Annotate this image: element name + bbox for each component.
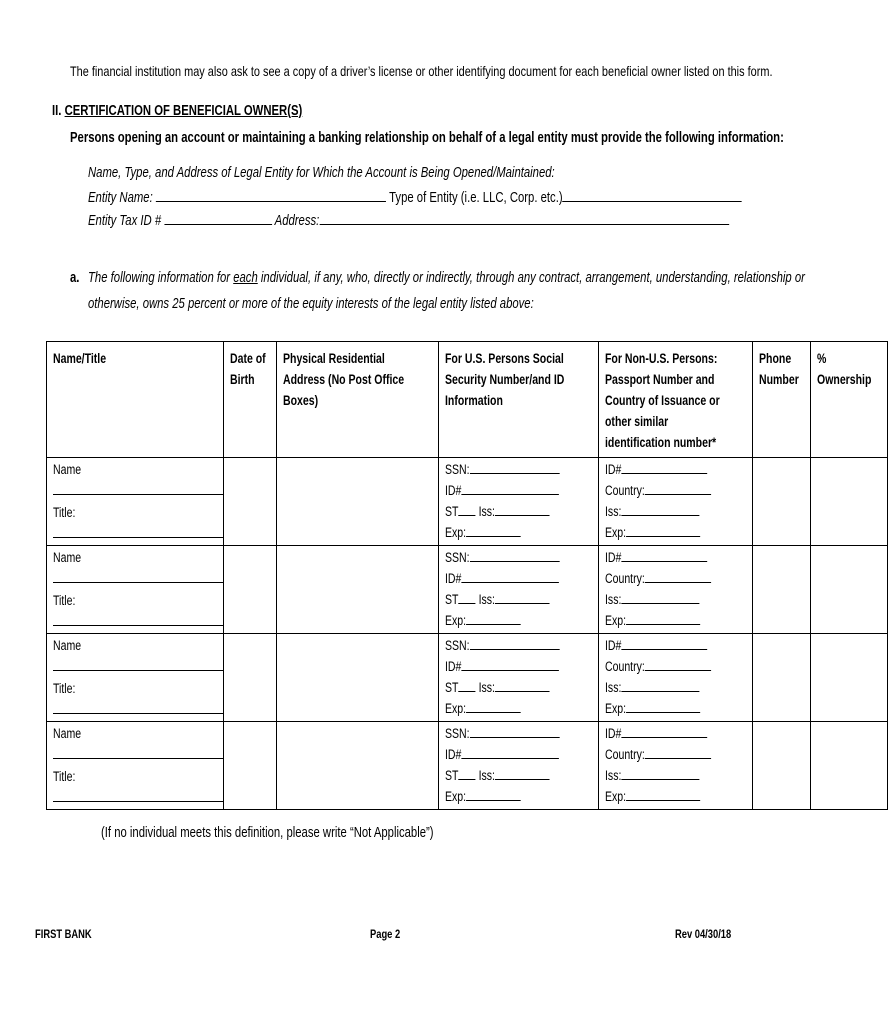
owner-ownership-cell[interactable] [811,458,888,546]
passport-id-field[interactable] [621,547,707,562]
passport-id-field[interactable] [621,723,707,738]
country-field[interactable] [645,568,711,583]
header-phone-number: Phone Number [753,342,811,458]
owner-phone-cell[interactable] [753,634,811,722]
footer-revision: Rev 04/30/18 [675,927,732,941]
header-non-us-persons: For Non-U.S. Persons: Passport Number and Country of Issuance or other similar identification number* [599,342,753,458]
owner-dob-cell[interactable] [224,722,277,810]
name-field[interactable] [53,656,223,671]
ssn-label: SSN: [445,462,470,477]
owner-us-id-cell[interactable] [439,458,599,546]
us-iss-field[interactable] [495,501,550,516]
owner-non-us-id-cell[interactable] [599,546,753,634]
us-id-field[interactable] [461,480,559,495]
entity-name-label: Entity Name: [88,190,153,206]
passport-id-label: ID# [605,550,622,565]
owner-non-us-id-cell[interactable] [599,634,753,722]
non-us-iss-label: Iss: [605,680,622,695]
part-a-text-line2: otherwise, owns 25 percent or more of the equity interests of the legal entity listed above: [88,296,534,312]
non-us-exp-label: Exp: [605,789,627,804]
section-title: CERTIFICATION OF BENEFICIAL OWNER(S) [64,103,303,119]
non-us-iss-field[interactable] [621,589,699,604]
us-id-label: ID# [445,747,462,762]
st-label: ST [445,504,459,519]
entity-heading-text: Name, Type, and Address of Legal Entity for Which the Account is Being Opened/Maintained [88,165,552,181]
passport-id-label: ID# [605,638,622,653]
us-id-label: ID# [445,659,462,674]
name-label: Name [53,462,82,477]
title-field[interactable] [53,523,223,538]
part-a-text [88,270,805,286]
owner-row [47,634,888,722]
non-us-iss-label: Iss: [605,768,622,783]
ssn-label: SSN: [445,550,470,565]
us-id-field[interactable] [461,568,559,583]
non-us-exp-field[interactable] [626,610,700,625]
part-a-text-before: The following information for [88,270,234,286]
st-label: ST [445,768,459,783]
entity-heading-colon: : [551,165,555,181]
us-id-label: ID# [445,483,462,498]
name-field[interactable] [53,568,223,583]
country-label: Country: [605,659,645,674]
owner-phone-cell[interactable] [753,722,811,810]
us-id-field[interactable] [461,744,559,759]
owner-dob-cell[interactable] [224,546,277,634]
us-exp-label: Exp: [445,525,467,540]
owner-name-title-cell[interactable] [47,458,224,546]
owner-address-cell[interactable] [276,546,438,634]
country-label: Country: [605,747,645,762]
non-us-iss-label: Iss: [605,592,622,607]
us-iss-label: Iss: [478,504,496,519]
identification-note: The financial institution may also ask to see a copy of a driver’s license or other identifying document for each beneficial owner listed on this form. [70,63,773,79]
entity-name-field[interactable] [156,188,386,202]
st-label: ST [445,680,459,695]
passport-id-field[interactable] [621,459,707,474]
st-field[interactable] [459,677,476,692]
title-label: Title: [53,593,76,608]
name-label: Name [53,638,82,653]
owner-dob-cell[interactable] [224,458,277,546]
owner-ownership-cell[interactable] [811,546,888,634]
us-exp-field[interactable] [466,698,521,713]
header-date-of-birth: Date of Birth [224,342,277,458]
owner-phone-cell[interactable] [753,546,811,634]
owner-row [47,546,888,634]
part-a-letter: a. [70,270,80,286]
owner-non-us-id-cell[interactable] [599,458,753,546]
name-label: Name [53,726,82,741]
ssn-field[interactable] [470,459,560,474]
non-us-exp-field[interactable] [626,786,700,801]
us-exp-label: Exp: [445,701,467,716]
title-field[interactable] [53,699,223,714]
header-address: Physical Residential Address (No Post Office Boxes) [276,342,438,458]
us-exp-field[interactable] [466,610,521,625]
header-us-persons: For U.S. Persons Social Security Number/and ID Information [439,342,599,458]
header-ownership: % Ownership [811,342,888,458]
name-field[interactable] [53,744,223,759]
owner-ownership-cell[interactable] [811,634,888,722]
ssn-field[interactable] [470,635,560,650]
us-exp-field[interactable] [466,522,521,537]
us-exp-field[interactable] [466,786,521,801]
passport-id-label: ID# [605,726,622,741]
owner-name-title-cell[interactable] [47,546,224,634]
name-label: Name [53,550,82,565]
owner-address-cell[interactable] [276,458,438,546]
passport-id-label: ID# [605,462,622,477]
owner-us-id-cell[interactable] [439,634,599,722]
section-heading [52,103,302,119]
entity-type-label: Type of Entity (i.e. LLC, Corp. etc.) [389,190,563,206]
name-field[interactable] [53,480,223,495]
non-us-iss-field[interactable] [621,501,699,516]
us-iss-field[interactable] [495,765,550,780]
us-iss-field[interactable] [495,677,550,692]
us-exp-label: Exp: [445,789,467,804]
us-iss-label: Iss: [478,768,496,783]
owner-dob-cell[interactable] [224,634,277,722]
st-field[interactable] [459,501,476,516]
owner-name-title-cell[interactable] [47,634,224,722]
non-us-iss-field[interactable] [621,765,699,780]
entity-type-field[interactable] [563,188,742,202]
entity-tax-row [88,211,729,229]
owner-row [47,458,888,546]
owner-row [47,722,888,810]
entity-tax-label: Entity Tax ID # [88,213,162,229]
header-name-title: Name/Title [47,342,224,458]
us-id-label: ID# [445,571,462,586]
non-us-iss-label: Iss: [605,504,622,519]
non-us-exp-field[interactable] [626,698,700,713]
us-exp-label: Exp: [445,613,467,628]
owner-address-cell[interactable] [276,722,438,810]
ssn-label: SSN: [445,726,470,741]
non-us-exp-label: Exp: [605,613,627,628]
entity-name-row [88,188,742,206]
ssn-field[interactable] [470,547,560,562]
owner-phone-cell[interactable] [753,458,811,546]
owner-ownership-cell[interactable] [811,722,888,810]
country-field[interactable] [645,744,711,759]
us-iss-label: Iss: [478,592,496,607]
country-label: Country: [605,483,645,498]
us-iss-field[interactable] [495,589,550,604]
part-a-text-after: individual, if any, who, directly or indirectly, through any contract, arrangement, understanding, relationship or [257,270,805,286]
ssn-field[interactable] [470,723,560,738]
ssn-label: SSN: [445,638,470,653]
entity-address-label: Address: [274,213,320,229]
st-field[interactable] [459,589,476,604]
not-applicable-note: (If no individual meets this definition, please write “Not Applicable”) [101,825,434,841]
st-field[interactable] [459,765,476,780]
st-label: ST [445,592,459,607]
title-label: Title: [53,681,76,696]
title-field[interactable] [53,787,223,802]
non-us-iss-field[interactable] [621,677,699,692]
owner-us-id-cell[interactable] [439,722,599,810]
owner-non-us-id-cell[interactable] [599,722,753,810]
entity-address-field[interactable] [319,211,729,225]
owner-name-title-cell[interactable] [47,722,224,810]
us-id-field[interactable] [461,656,559,671]
title-field[interactable] [53,611,223,626]
table-header-row [47,342,888,458]
owner-address-cell[interactable] [276,634,438,722]
non-us-exp-label: Exp: [605,701,627,716]
non-us-exp-label: Exp: [605,525,627,540]
footer-bank-name: FIRST BANK [35,927,92,941]
country-field[interactable] [645,480,711,495]
section-number: II. [52,103,62,119]
footer-page-number: Page 2 [370,927,401,941]
title-label: Title: [53,505,76,520]
section-subtitle: Persons opening an account or maintaining a banking relationship on behalf of a legal entity must provide the following information: [70,130,784,146]
title-label: Title: [53,769,76,784]
entity-heading [88,165,555,181]
part-a-text-each: each [233,270,258,286]
country-field[interactable] [645,656,711,671]
us-iss-label: Iss: [478,680,496,695]
entity-tax-field[interactable] [164,211,272,225]
passport-id-field[interactable] [621,635,707,650]
non-us-exp-field[interactable] [626,522,700,537]
country-label: Country: [605,571,645,586]
owner-us-id-cell[interactable] [439,546,599,634]
beneficial-owners-table [46,341,888,810]
